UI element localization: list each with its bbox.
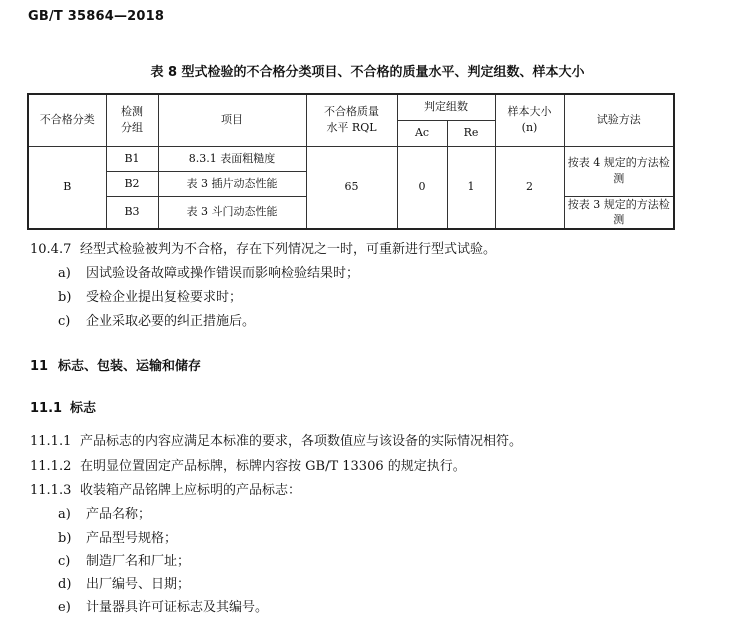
list-text: 制造厂名和厂址； [86,554,191,569]
clause-11-1-3 [30,482,301,500]
item-cell: 表 3 斗门动态性能 [158,196,306,229]
header-category: 不合格分类 [28,94,106,146]
header-judgement: 判定组数 [397,94,495,120]
list-item [58,599,268,617]
list-label: c) [58,314,71,329]
list-text: 因试验设备故障或操作错误而影响检验结果时； [86,266,360,281]
list-text: 产品名称； [86,507,152,522]
clause-number: 11.1.1 [30,434,72,449]
group-cell: B1 [106,146,158,171]
list-label: b) [58,531,72,546]
rql-cell: 65 [306,146,397,229]
clause-text: 收装箱产品铭牌上应标明的产品标志： [80,483,302,498]
list-label: a) [58,266,71,281]
standard-code: GB/T 35864—2018 [28,9,165,24]
list-label: e) [58,600,71,615]
list-label: a) [58,507,71,522]
list-item [58,576,190,594]
re-cell: 1 [447,146,495,229]
list-item [58,313,255,331]
list-item [58,553,190,571]
list-item [58,530,177,548]
header-sample [495,94,564,146]
header-method: 试验方法 [564,94,674,146]
method-cell: 按表 4 规定的方法检测 [564,146,674,196]
group-cell: B3 [106,196,158,229]
clause-11-1-2 [30,458,466,476]
clause-number: 11.1.3 [30,483,72,498]
header-group-line2: 分组 [121,121,143,135]
list-item [58,289,242,307]
list-text: 出厂编号、日期； [86,577,191,592]
list-label: d) [58,577,72,592]
header-group [106,94,158,146]
section-heading [30,358,201,376]
category-cell: B [28,146,106,229]
inspection-table [27,93,675,230]
subsection-heading [30,400,96,418]
list-text: 企业采取必要的纠正措施后。 [86,314,256,329]
clause-11-1-1 [30,433,522,451]
subsection-number: 11.1 [30,401,63,416]
header-sample-line2: (n) [521,121,538,135]
header-sample-line1: 样本大小 [507,105,552,119]
clause-text: 产品标志的内容应满足本标准的要求，各项数值应与该设备的实际情况相符。 [80,434,523,449]
list-label: b) [58,290,72,305]
header-re: Re [447,120,495,146]
method-cell: 按表 3 规定的方法检测 [564,196,674,229]
header-rql-line2: 水平 RQL [326,121,377,135]
header-rql [306,94,397,146]
clause-text: 经型式检验被判为不合格，存在下列情况之一时，可重新进行型式试验。 [80,242,497,257]
clause-number: 10.4.7 [30,242,72,257]
clause-number: 11.1.2 [30,459,72,474]
clause-text: 在明显位置固定产品标牌，标牌内容按 GB/T 13306 的规定执行。 [80,459,466,474]
section-title: 标志、包装、运输和储存 [58,359,202,374]
clause-10-4-7 [30,241,496,259]
ac-cell: 0 [397,146,447,229]
table-caption: 表 8 型式检验的不合格分类项目、不合格的质量水平、判定组数、样本大小 [150,65,585,80]
sample-cell: 2 [495,146,564,229]
list-label: c) [58,554,71,569]
section-number: 11 [30,359,49,374]
list-text: 产品型号规格； [86,531,178,546]
header-rql-line1: 不合格质量 [324,105,379,119]
header-group-line1: 检测 [121,105,143,119]
list-text: 计量器具许可证标志及其编号。 [86,600,269,615]
list-item [58,265,359,283]
item-cell: 8.3.1 表面粗糙度 [158,146,306,171]
list-text: 受检企业提出复检要求时； [86,290,243,305]
header-ac: Ac [397,120,447,146]
header-item: 项目 [158,94,306,146]
list-item [58,506,151,524]
subsection-title: 标志 [70,401,97,416]
item-cell: 表 3 插片动态性能 [158,171,306,196]
group-cell: B2 [106,171,158,196]
